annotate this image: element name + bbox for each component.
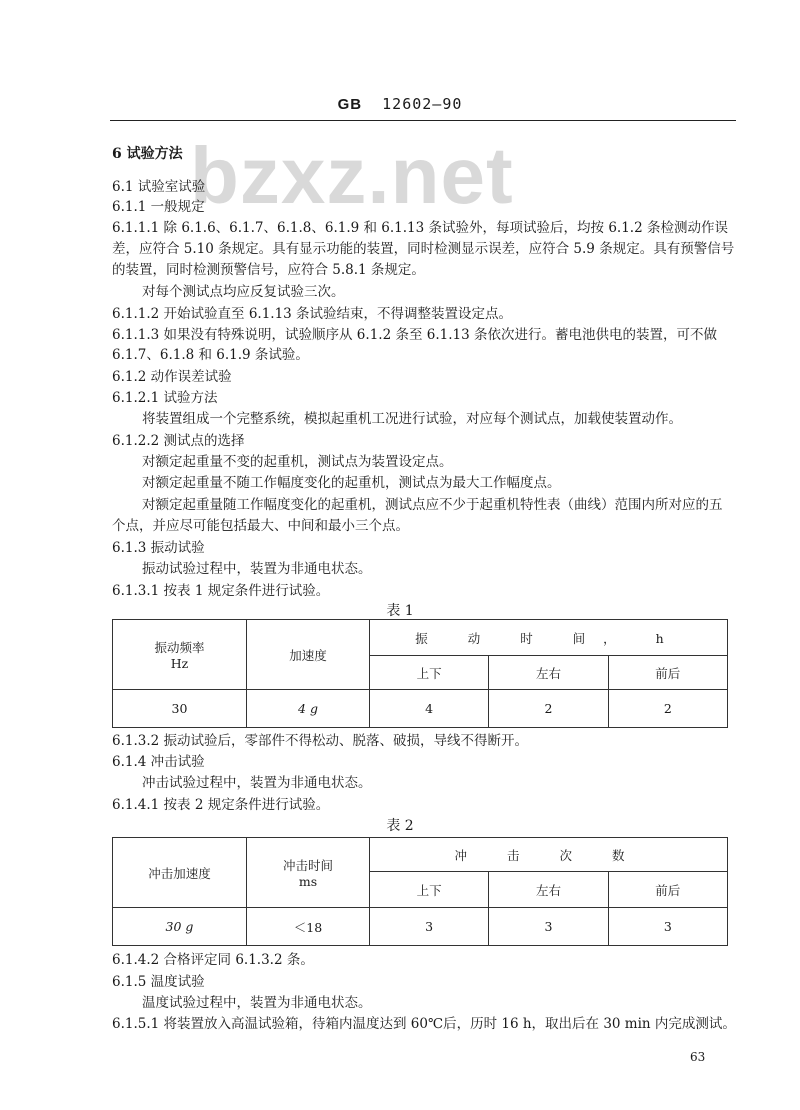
paragraph-line: 差，应符合 5.10 条规定。具有显示功能的装置，同时检测显示误差，应符合 5.9 条规定。具有预警信号 [112, 241, 735, 257]
paragraph-line: 振动试验过程中，装置为非通电状态。 [142, 561, 372, 577]
table2-cell-updown: 3 [370, 908, 489, 946]
table2-header-leftright: 左右 [489, 872, 608, 908]
table1-caption: 表 1 [386, 603, 414, 619]
table2-cell-frontback: 3 [608, 908, 727, 946]
table2-header-frontback: 前后 [608, 872, 727, 908]
paragraph-line: 6.1.7、6.1.8 和 6.1.9 条试验。 [112, 347, 309, 363]
paragraph-line: 的装置，同时检测预警信号，应符合 5.8.1 条规定。 [112, 262, 425, 278]
table-1 [112, 619, 728, 728]
paragraph-line: 6.1.4 冲击试验 [112, 754, 205, 770]
table1-cell-freq: 30 [113, 690, 247, 728]
table-2 [112, 837, 728, 946]
table2-header-updown: 上下 [370, 872, 489, 908]
table1-header-time: 振 动 时 间， h [370, 620, 728, 656]
table-row [113, 690, 728, 728]
paragraph-line: 对额定起重量不随工作幅度变化的起重机，测试点为最大工作幅度点。 [142, 475, 561, 491]
header-rule [110, 120, 736, 121]
paragraph-line: 6.1.2 动作误差试验 [112, 369, 232, 385]
table1-header-freq: 振动频率 Hz [113, 620, 247, 690]
table1-cell-leftright: 2 [489, 690, 608, 728]
paragraph-line: 6.1.4.2 合格评定同 6.1.3.2 条。 [112, 952, 314, 968]
watermark: bzxz.net [190, 131, 514, 220]
table1-cell-frontback: 2 [608, 690, 727, 728]
paragraph-line: 6.1.3 振动试验 [112, 540, 205, 556]
paragraph-line: 6.1.1.2 开始试验直至 6.1.13 条试验结束，不得调整装置设定点。 [112, 306, 513, 322]
standard-prefix: GB [337, 96, 363, 113]
table1-header-updown: 上下 [370, 656, 489, 690]
table-row [113, 908, 728, 946]
paragraph-line: 6.1.2.1 试验方法 [112, 390, 218, 406]
document-header [0, 95, 800, 113]
paragraph-line: 温度试验过程中，装置为非通电状态。 [142, 995, 372, 1011]
paragraph-line: 6.1.5 温度试验 [112, 974, 205, 990]
table2-cell-duration: ＜18 [247, 908, 370, 946]
standard-number: 12602—90 [382, 95, 463, 113]
paragraph-line: 6.1.1.1 除 6.1.6、6.1.7、6.1.8、6.1.9 和 6.1.13 条试验外，每项试验后，均按 6.1.2 条检测动作误 [112, 220, 728, 236]
paragraph-line: 6.1 试验室试验 [112, 179, 206, 195]
table1-header-frontback: 前后 [608, 656, 727, 690]
table2-cell-accel: 30 g [113, 908, 247, 946]
paragraph-line: 个点，并应尽可能包括最大、中间和最小三个点。 [112, 518, 409, 534]
paragraph-line: 6.1.2.2 测试点的选择 [112, 433, 245, 449]
paragraph-line: 将装置组成一个完整系统，模拟起重机工况进行试验，对应每个测试点，加载使装置动作。 [142, 411, 682, 427]
paragraph-line: 6.1.1.3 如果没有特殊说明，试验顺序从 6.1.2 条至 6.1.13 条依次进行。蓄电池供电的装置，可不做 [112, 327, 717, 343]
paragraph-line: 6.1.3.2 振动试验后，零部件不得松动、脱落、破损，导线不得断开。 [112, 733, 529, 749]
table2-header-accel: 冲击加速度 [113, 838, 247, 908]
paragraph-line: 6.1.1 一般规定 [112, 199, 205, 215]
paragraph-line: 6.1.4.1 按表 2 规定条件进行试验。 [112, 797, 330, 813]
paragraph-line: 6.1.5.1 将装置放入高温试验箱，待箱内温度达到 60℃后，历时 16 h，取出后在 30 min 内完成测试。 [112, 1016, 736, 1032]
paragraph-line: 对额定起重量随工作幅度变化的起重机，测试点应不少于起重机特性表（曲线）范围内所对应的五 [142, 497, 723, 513]
paragraph-line: 对额定起重量不变的起重机，测试点为装置设定点。 [142, 454, 453, 470]
table1-header-accel: 加速度 [247, 620, 370, 690]
paragraph-line: 冲击试验过程中，装置为非通电状态。 [142, 775, 372, 791]
page-number: 63 [690, 1050, 706, 1064]
table2-header-count: 冲 击 次 数 [370, 838, 728, 872]
table2-caption: 表 2 [386, 818, 414, 834]
paragraph-line: 对每个测试点均应反复试验三次。 [142, 284, 345, 300]
table1-header-leftright: 左右 [489, 656, 608, 690]
table2-cell-leftright: 3 [489, 908, 608, 946]
table1-cell-accel: 4 g [247, 690, 370, 728]
table2-header-duration: 冲击时间 ms [247, 838, 370, 908]
paragraph-line: 6.1.3.1 按表 1 规定条件进行试验。 [112, 583, 330, 599]
table1-cell-updown: 4 [370, 690, 489, 728]
section-title: 6 试验方法 [112, 146, 183, 162]
